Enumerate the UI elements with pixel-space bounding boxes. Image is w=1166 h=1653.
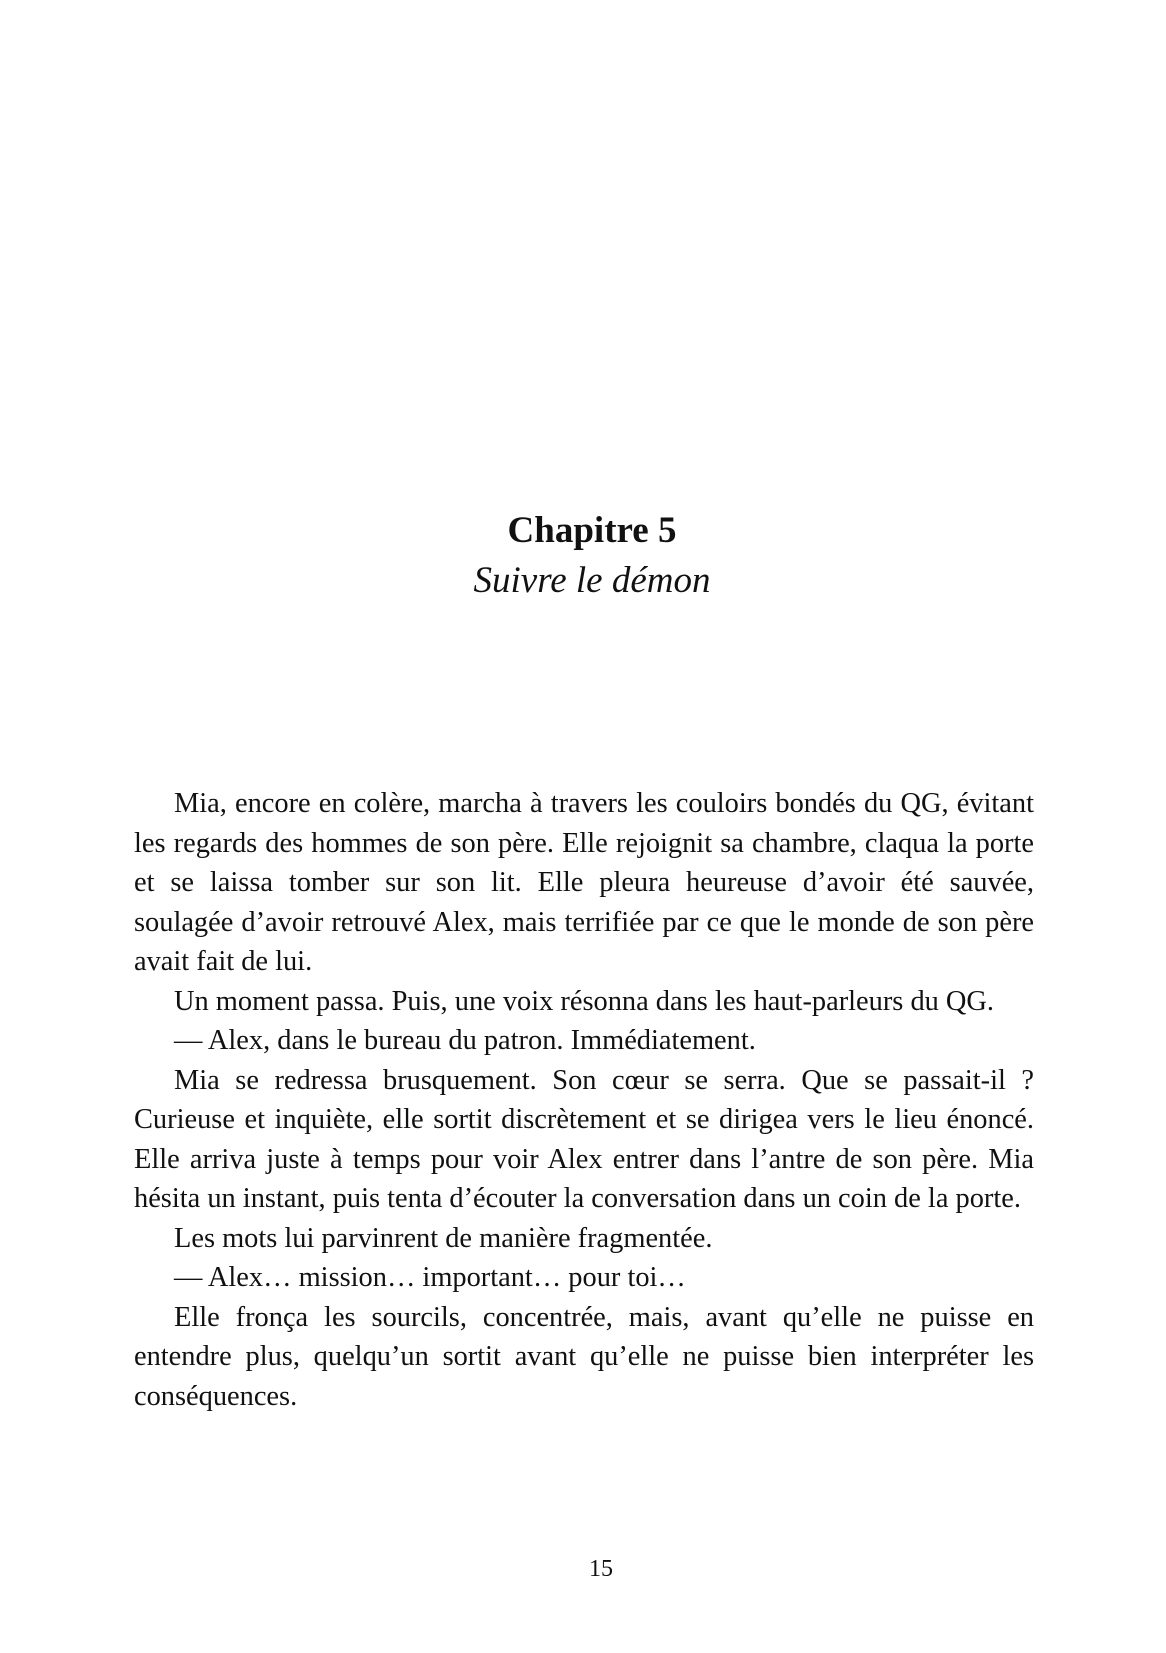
paragraph: Elle fronça les sourcils, concentrée, mais, avant qu’elle ne puisse en entendre plus, quelqu’un sortit avant qu’elle ne puisse bien interpréter les conséquences.	[134, 1301, 1034, 1412]
dialogue-line: — Alex, dans le bureau du patron. Immédiatement.	[174, 1025, 756, 1056]
chapter-body	[134, 784, 1034, 1416]
chapter-title: Chapitre 5	[507, 510, 677, 551]
dialogue-line: — Alex… mission… important… pour toi…	[174, 1262, 686, 1293]
chapter-subtitle: Suivre le démon	[473, 560, 711, 601]
page-number: 15	[589, 1556, 613, 1582]
paragraph: Mia, encore en colère, marcha à travers les couloirs bondés du QG, évitant les regards des hommes de son père. Elle rejoignit sa chambre, claqua la porte et se laissa tomber sur son lit. Elle pleura heureuse d’avoir été sauvée, soulagée d’avoir retrouvé Alex, mais terrifiée par ce que le monde de son père avait fait de lui.	[134, 788, 1034, 977]
paragraph: Un moment passa. Puis, une voix résonna dans les haut-parleurs du QG.	[174, 985, 995, 1017]
paragraph: Mia se redressa brusquement. Son cœur se serra. Que se passait-il ? Curieuse et inquiète, elle sortit discrètement et se dirigea vers le lieu énoncé. Elle arriva juste à temps pour voir Alex entrer dans l’antre de son père. Mia hésita un instant, puis tenta d’écouter la conversation dans un coin de la porte.	[134, 1064, 1034, 1214]
chapter-heading	[0, 508, 1166, 604]
paragraph: Les mots lui parvinrent de manière fragmentée.	[174, 1222, 713, 1254]
